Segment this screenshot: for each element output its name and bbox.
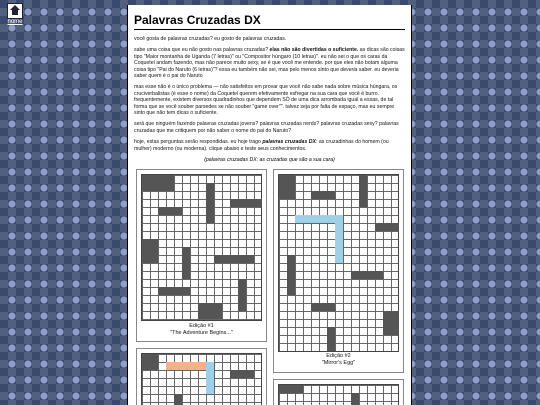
complaint-text-1: sabe uma coisa que eu não gosto nas palavras cruzadas? <box>134 47 270 54</box>
answer-paragraph <box>134 139 405 152</box>
tagline-caption: (palavras cruzadas DX: as cruzadas que são a sua cara) <box>204 157 335 164</box>
edition-1-card[interactable] <box>136 169 267 342</box>
answer-emphasis: palavras cruzadas DX <box>262 139 316 146</box>
complaint-text-3: saber. eu deveria saber quem é o pai do Naruto <box>134 66 399 80</box>
home-label: home <box>7 19 23 25</box>
complaint-text-2: as dicas são coisas tipo "Maior montanha de Uganda (7 letras)" ou "Compositor húngaro (10 letras)". eu não sei o que os caras da Coquetel andam fazendo, mas não parece muito sexy, se é que você me entende. por que eles não botam alguma coisa tipo "Pai do Naruto (6 letras)"? essa eu também não sei, mas pelo menos sinto que <box>134 47 405 73</box>
edition-1-name: "The Adventure Begins..." <box>170 330 233 337</box>
edition-4-crossword-thumbnail <box>278 384 399 405</box>
edition-1-number: Edição #1 <box>189 323 214 330</box>
edition-3-crossword-thumbnail <box>141 353 262 405</box>
question-paragraph: será que ninguém fazendo palavras cruzadas jovens? palavras cruzadas nerds? palavras cruzadas sexy? palavras cruzadas que me critiquem por não saber o nome do pai do Naruto? <box>134 121 399 134</box>
edition-1-crossword-thumbnail <box>141 174 262 321</box>
intro-paragraph: você gosta de palavras cruzadas? eu gosto de palavras cruzadas. <box>134 36 287 42</box>
page-title: Palavras Cruzadas DX <box>134 13 405 30</box>
complaint-italic: deveria <box>340 66 358 73</box>
main-content <box>127 5 412 405</box>
complaint-paragraph <box>134 47 405 79</box>
home-icon <box>7 3 23 19</box>
answer-text-1: hoje, estas perguntas serão respondidas. eu hoje trago <box>134 139 263 146</box>
problem-paragraph: mas esse não é o único problema — não satisfeitos em provar que você não sabe nada sobre música húngara, os cruciverbalistas (é esse o nome) da Coquetel querem efetivamente esfregar na sua cara que você é burro. frequentemente, existem diversos quadradinhos que dependem SÓ de uma dica arrombada igual a essas, de tal forma que se você souber parsedes se não souber "game over"". talvez seja por falta de espaço, mas eu sempre sinto que não tem dicas o suficiente. <box>134 84 398 117</box>
home-link[interactable] <box>4 3 26 25</box>
answer-text-2: : as cruzadinhas do homem (ou mulher) moderno (ou moderna). clique abaixo e teste seus conhecimentos. <box>134 139 389 152</box>
edition-2-crossword-thumbnail <box>278 174 399 352</box>
edition-2-number: Edição #2 <box>326 353 351 360</box>
editions-list <box>134 169 405 405</box>
edition-2-name: "Mirror's Egg" <box>321 360 356 367</box>
edition-2-card[interactable] <box>273 169 404 373</box>
edition-4-card[interactable] <box>273 379 404 405</box>
complaint-emphasis: elas não são divertidas o suficiente. <box>269 47 359 54</box>
edition-3-card[interactable] <box>136 348 267 405</box>
